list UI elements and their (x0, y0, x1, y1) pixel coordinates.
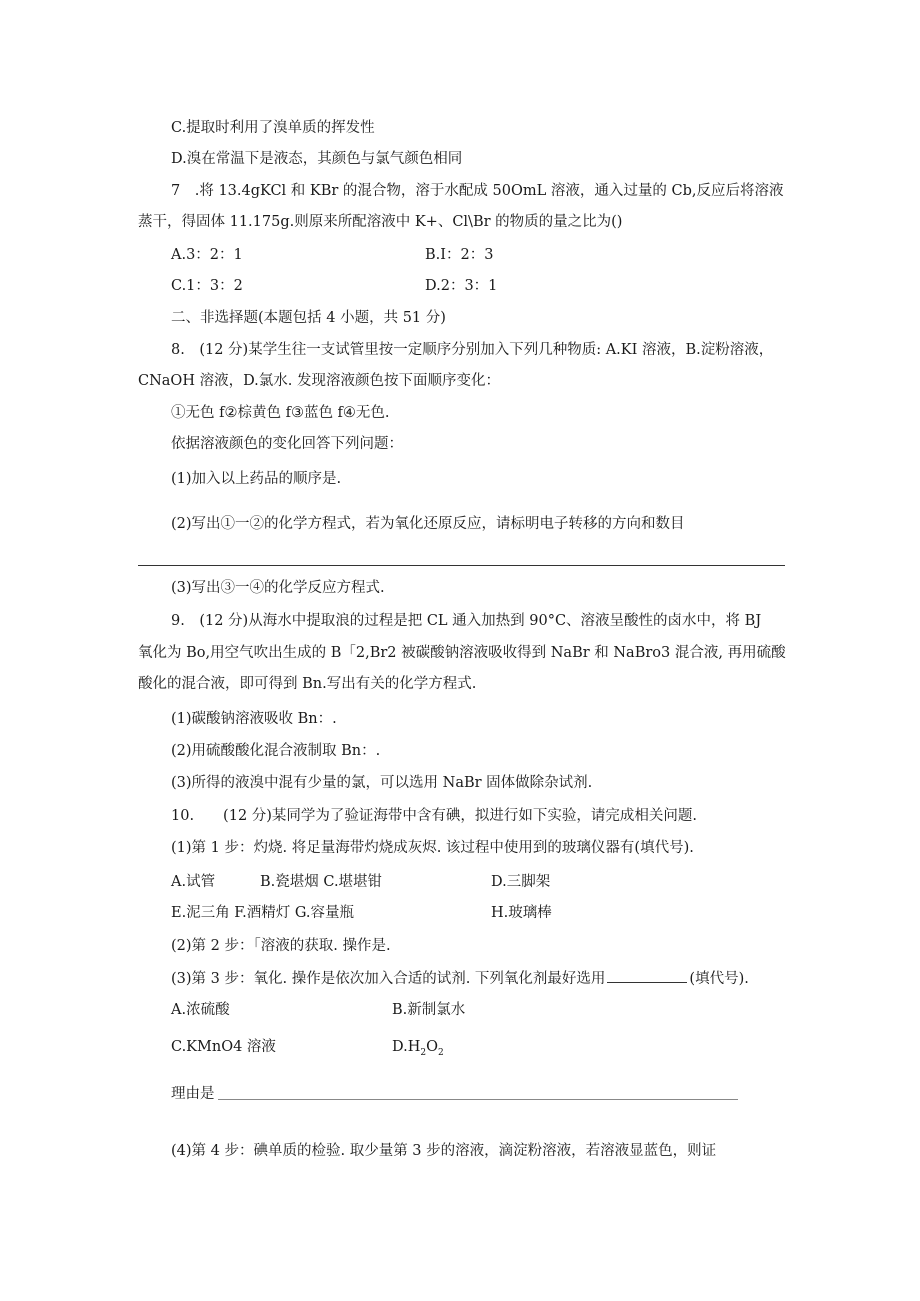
q10-3-option-a: A.浓硫酸 (171, 1002, 230, 1018)
question-7-line-2: 蒸干，得固体 11.175g.则原来所配溶液中 K+、Cl\Br 的物质的量之比为() (138, 214, 623, 230)
question-8-part-2: (2)写出①一②的化学方程式，若为氧化还原反应，请标明电子转移的方向和数目 (171, 516, 685, 532)
question-8-color-sequence: ①无色 f②棕黄色 f③蓝色 f④无色. (171, 405, 390, 421)
q10-1-option-d: D.三脚架 (491, 874, 551, 890)
q10-1-option-h: H.玻璃棒 (491, 905, 552, 921)
q7-option-d: D.2：3：1 (425, 278, 498, 294)
question-9-part-2: (2)用硫酸酸化混合液制取 Bn：. (171, 743, 381, 759)
q7-option-a: A.3：2：1 (171, 247, 243, 263)
question-8-line-2: CNaOH 溶液，D.氯水. 发现溶液颜色按下面顺序变化： (138, 373, 501, 389)
q10-3-suffix: (填代号). (689, 971, 749, 987)
q10-3-option-b: B.新制氯水 (392, 1002, 466, 1018)
fill-blank (607, 968, 687, 983)
question-9-line-2: 氧化为 Bo,用空气吹出生成的 B「2,Br2 被碳酸钠溶液吸收得到 NaBr 和 NaBro3 混合液, 再用硫酸 (138, 645, 786, 661)
option-d-text: D.溴在常温下是液态，其颜色与氯气颜色相同 (171, 151, 463, 167)
question-8-part-3: (3)写出③一④的化学反应方程式. (171, 580, 385, 596)
question-8-line-1: 8. (12 分)某学生往一支试管里按一定顺序分别加入下列几种物质: A.KI 溶液，B.淀粉溶液， (171, 342, 774, 358)
reason-label: 理由是 (171, 1086, 215, 1102)
q10-1-option-bc: B.瓷堪烟 C.堪堪钳 (260, 874, 383, 890)
question-10-part-4: (4)第 4 步：碘单质的检验. 取少量第 3 步的溶液，滴淀粉溶液，若溶液显蓝色，则证 (171, 1143, 717, 1159)
question-9-line-1: 9. (12 分)从海水中提取浪的过程是把 CL 通入加热到 90°C、溶液呈酸性的卤水中，将 BJ (171, 613, 762, 629)
h2o2-sub-1: 2 (420, 1047, 427, 1058)
question-8-part-1: (1)加入以上药品的顺序是. (171, 471, 342, 487)
question-10-part-2: (2)第 2 步：「溶液的获取. 操作是. (171, 938, 391, 954)
q10-3-option-d (392, 1037, 444, 1057)
option-c-text: C.提取时利用了溴单质的挥发性 (171, 120, 375, 136)
question-9-part-3: (3)所得的液溴中混有少量的氯，可以选用 NaBr 固体做除杂试剂. (171, 775, 593, 791)
question-9-part-1: (1)碳酸钠溶液吸收 Bn：. (171, 711, 337, 727)
q7-option-b: B.I：2：3 (425, 247, 494, 263)
question-8-instruction: 依据溶液颜色的变化回答下列问题： (171, 436, 403, 452)
q10-1-option-efg: E.泥三角 F.酒精灯 G.容量瓶 (171, 905, 354, 921)
reason-answer-line (218, 1099, 738, 1100)
question-10-intro: 10. (12 分)某同学为了验证海带中含有碘，拟进行如下实验，请完成相关问题. (171, 808, 698, 824)
h2o2-o: O (426, 1039, 438, 1055)
question-9-line-3: 酸化的混合液，即可得到 Bn.写出有关的化学方程式. (138, 676, 477, 692)
q10-3-prefix: (3)第 3 步：氧化. 操作是依次加入合适的试剂. 下列氧化剂最好选用 (171, 971, 606, 987)
q10-1-option-a: A.试管 (171, 874, 216, 890)
q7-option-c: C.1：3：2 (171, 278, 243, 294)
question-7-line-1: 7 .将 13.4gKCl 和 KBr 的混合物，溶于水配成 50OmL 溶液，通入过量的 Cb,反应后将溶液 (171, 183, 784, 199)
h2o2-sub-2: 2 (438, 1047, 444, 1058)
question-10-part-3 (171, 968, 749, 989)
h2o2-h: D.H (392, 1039, 421, 1055)
q10-3-option-c: C.KMnO4 溶液 (171, 1039, 276, 1055)
question-10-part-1: (1)第 1 步：灼烧. 将足量海带灼烧成灰烬. 该过程中使用到的玻璃仪器有(填代号). (171, 840, 694, 856)
answer-line (138, 565, 785, 566)
section-2-heading: 二、非选择题(本题包括 4 小题，共 51 分) (171, 310, 446, 326)
